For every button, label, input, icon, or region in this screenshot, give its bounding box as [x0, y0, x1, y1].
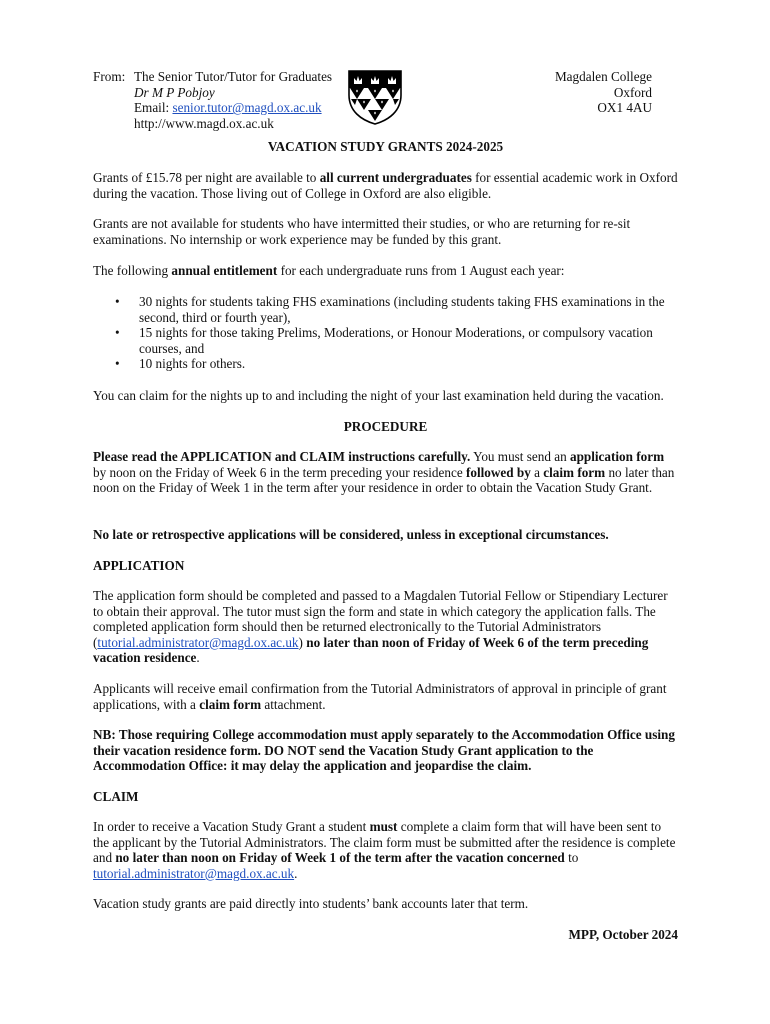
text-span: .: [196, 650, 200, 666]
list-item-text: 10 nights for others.: [139, 356, 246, 372]
list-item: [93, 356, 678, 372]
address-line: OX1 4AU: [597, 100, 652, 116]
paragraph-nb-accommodation: [93, 727, 678, 774]
emphasis: application form: [569, 449, 665, 464]
sender-email-link[interactable]: senior.tutor@magd.ox.ac.uk: [172, 100, 322, 116]
address-line: Magdalen College: [554, 69, 652, 84]
emphasis: annual entitlement: [171, 263, 278, 278]
document-title: [93, 139, 678, 155]
college-address: [520, 69, 652, 116]
tutorial-admin-email-link[interactable]: tutorial.administrator@magd.ox.ac.uk: [97, 634, 299, 650]
list-item: [93, 294, 678, 325]
magdalen-crest-icon: [347, 69, 403, 125]
paragraph-claim-nights: You can claim for the nights up to and including the night of your last examination held during the vacation.: [93, 388, 664, 403]
emphasis: No late or retrospective applications will be considered, unless in exceptional circumstances.: [93, 527, 609, 542]
text-span: a: [530, 464, 544, 480]
text-span: no later than noon on the Friday of Week 1 in the term after your residence in order to obtain the Vacation Study Grant.: [93, 464, 675, 496]
website: http://www.magd.ox.ac.uk: [134, 115, 274, 131]
sender-title: The Senior Tutor/Tutor for Graduates: [134, 69, 333, 84]
emphasis: followed by: [465, 464, 531, 480]
paragraph-entitlement: [93, 263, 678, 279]
emphasis: claim form: [543, 464, 606, 480]
text-span: by noon on the Friday of Week 6 in the term preceding your residence: [93, 464, 466, 480]
paragraph-payment: Vacation study grants are paid directly into students’ bank accounts later that term.: [93, 896, 529, 911]
tutorial-admin-email-link[interactable]: tutorial.administrator@magd.ox.ac.uk: [93, 865, 295, 881]
email-label: Email:: [134, 100, 173, 116]
signature: [93, 927, 678, 943]
paragraph-exclusions: Grants are not available for students who have intermitted their studies, or who are returning for re-sit examinations. No internship or work experience may be funded by this grant.: [93, 216, 631, 247]
sender-name: Dr M P Pobjoy: [134, 84, 215, 100]
text-span: complete a claim form that will have been sent to the applicant by the Tutorial Administrators. The claim form must be submitted after the residence is complete and: [93, 819, 676, 866]
text-span: Grants of £15.78 per night are available to: [93, 170, 320, 185]
sender-email-line: [134, 100, 332, 116]
list-item-text: 15 nights for those taking Prelims, Moderations, or Honour Moderations, or compulsory vacation courses, and: [139, 325, 653, 356]
emphasis: no later than noon on Friday of Week 1 of the term after the vacation concerned: [115, 850, 565, 866]
bullet-icon: •: [115, 356, 120, 372]
text-span: .: [294, 865, 298, 881]
paragraph-claim: [93, 819, 678, 881]
text-span: attachment.: [261, 696, 326, 712]
heading-text: CLAIM: [93, 789, 139, 804]
title-text: VACATION STUDY GRANTS 2024-2025: [267, 139, 504, 154]
emphasis: must: [369, 819, 398, 834]
paragraph-grant-rate: [93, 170, 678, 201]
emphasis: NB: Those requiring College accommodation must apply separately to the Accommodation Office using their vacation residence form. DO NOT send the Vacation Study Grant application to the Accommodation Office: it may delay the application and jeopardise the claim.: [93, 727, 675, 774]
emphasis: no later than noon of Friday of Week 6 of the term preceding vacation residence: [93, 634, 649, 666]
text-span: to: [564, 850, 579, 866]
list-item: [93, 325, 678, 356]
heading-text: PROCEDURE: [343, 419, 428, 434]
text-span: In order to receive a Vacation Study Grant a student: [93, 819, 370, 834]
paragraph-confirmation: [93, 681, 678, 712]
text-span: You must send an: [470, 449, 570, 464]
address-line: Oxford: [613, 84, 652, 100]
text-span: for each undergraduate runs from 1 August each year:: [277, 263, 565, 278]
application-heading: [93, 558, 678, 574]
entitlement-list: [93, 294, 678, 372]
text-span: The application form should be completed and passed to a Magdalen Tutorial Fellow or Stipendiary Lecturer to obtain their approval. The tutor must sign the form and state in which category the application falls. The completed application form should then be returned electronically to the Tutorial Administrators (: [93, 588, 668, 650]
emphasis: all current undergraduates: [319, 170, 472, 185]
claim-heading: [93, 789, 678, 805]
from-label: From:: [93, 69, 126, 84]
bullet-icon: •: [115, 294, 120, 309]
emphasis: claim form: [199, 696, 262, 712]
paragraph-no-late: [93, 527, 678, 543]
emphasis: Please read the APPLICATION and CLAIM instructions carefully.: [93, 449, 471, 464]
signature-text: MPP, October 2024: [568, 927, 678, 942]
text-span: ): [298, 634, 307, 650]
procedure-heading: [93, 419, 678, 435]
paragraph-application: [93, 588, 678, 666]
list-item-text: 30 nights for students taking FHS examinations (including students taking FHS examinations in the second, third or fourth year),: [139, 294, 665, 325]
text-span: for essential academic work in Oxford during the vacation. Those living out of College in Oxford are also eligible.: [93, 170, 678, 201]
bullet-icon: •: [115, 325, 120, 341]
heading-text: APPLICATION: [93, 558, 185, 573]
paragraph-procedure: [93, 449, 678, 496]
text-span: The following: [93, 263, 172, 278]
text-span: Applicants will receive email confirmation from the Tutorial Administrators of approval in principle of grant applications, with a: [93, 681, 667, 712]
